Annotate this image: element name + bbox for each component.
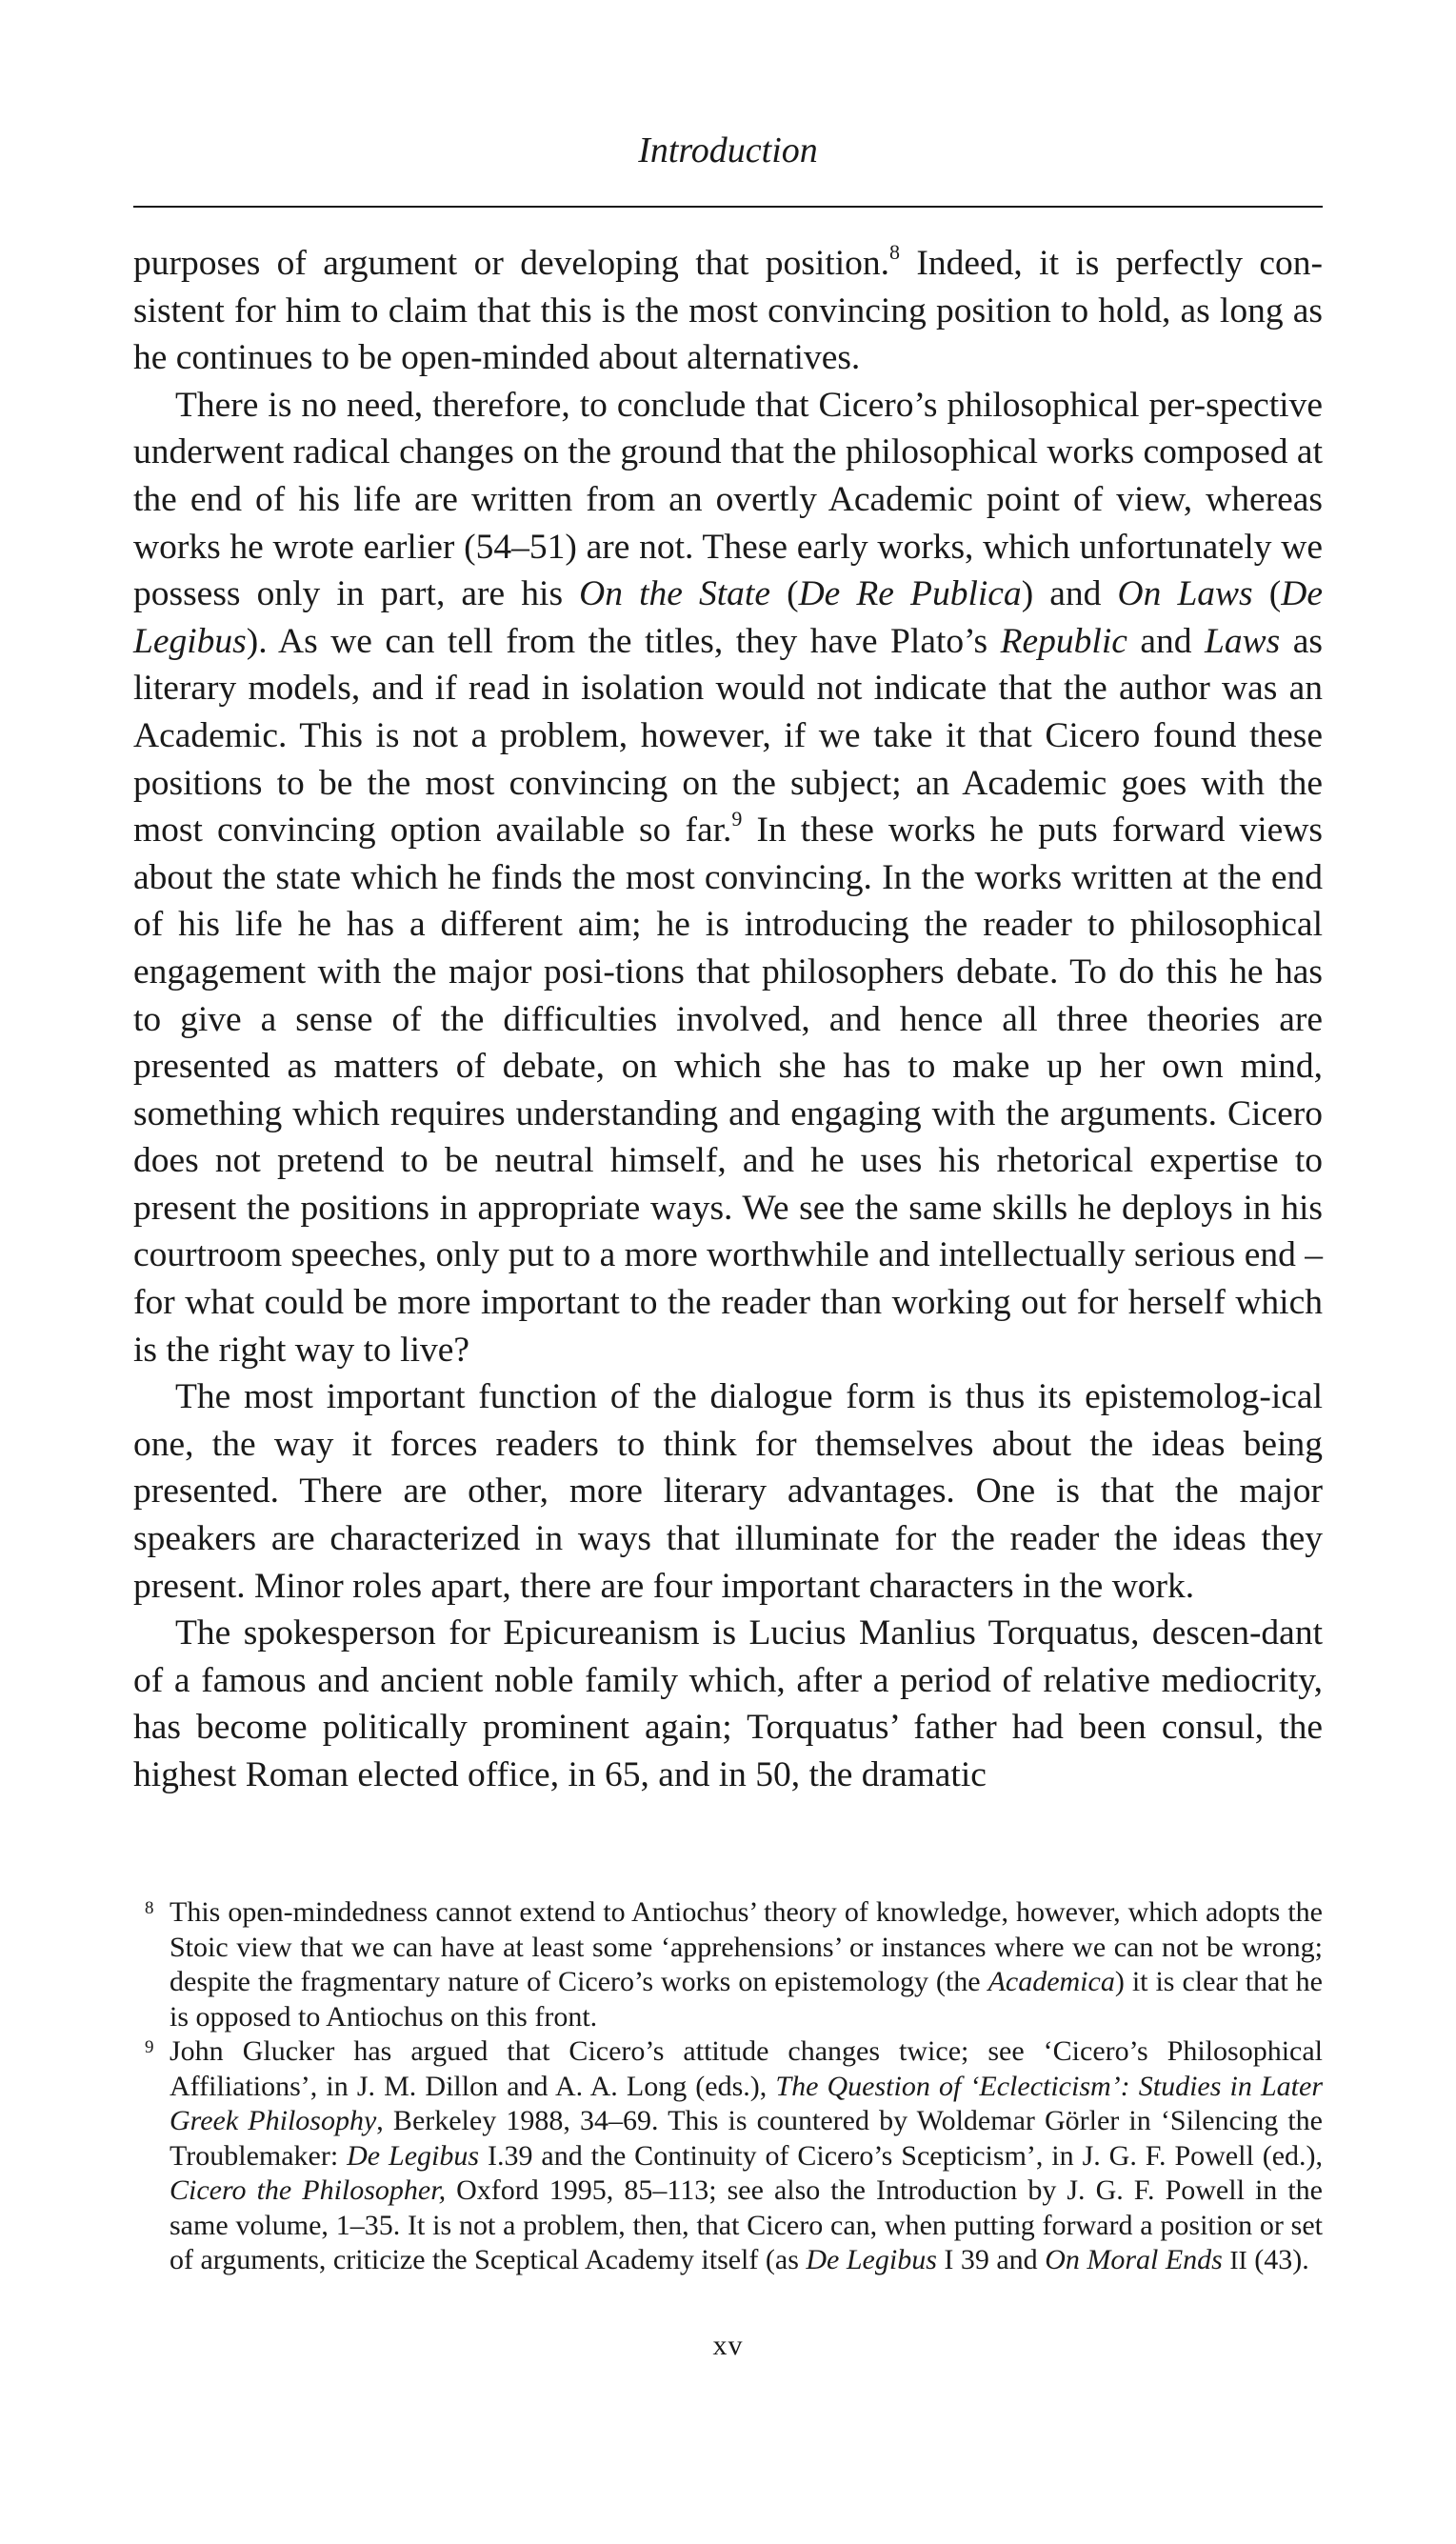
p1-text-a: purposes of argument or developing that position. [133,244,890,283]
fn9-text-g: (43). [1247,2244,1309,2275]
title-on-the-state: On the State [579,574,770,614]
footnote-number-8: 8 [145,1898,154,1918]
fn9-text-a: John Glucker has argued that Cicero’s attitude changes twice; see ‘Cicero’s Philosophical Affiliations’, in J. M. Dillon and A. A. Long (eds.), [170,2035,1323,2102]
running-head-title: Introduction [638,130,818,170]
paragraph-1 [133,240,1323,382]
p2-text-g: as literary models, and if read in isolation would not indicate that the author was an Academic. This is not a problem, however, if we take it that Cicero found these positions to be the most convincing on the subject; an Academic goes with the most convincing option available so far. [133,621,1323,851]
fn9-book-numeral: II [1229,2245,1247,2274]
p1-text-c: sistent for him to claim that this is the most convincing position to hold, as long as he continues to be open-minded about alternatives. [133,290,1323,378]
title-de-re-publica: De Re Publica [798,574,1022,614]
footnote-ref-8: 8 [889,240,901,264]
fn9-title-on-moral-ends: On Moral Ends [1045,2244,1223,2275]
fn9-title-question-of-eclecticism: The Question of ‘Eclecticism’: Studies in Later Greek Philosophy [170,2070,1323,2136]
fn8-title-academica: Academica [987,1966,1115,1997]
p2-text-c: ) and [1021,574,1118,614]
footnotes [133,1895,1323,2278]
footnote-ref-9: 9 [731,807,743,831]
fn9-title-cicero-the-philosopher: Cicero the Philosopher, [170,2174,447,2206]
footnote-number-9: 9 [145,2037,154,2057]
fn9-title-de-legibus-2: De Legibus [806,2244,937,2275]
title-de-legibus: De Legibus [133,574,1323,661]
p2-text-b: ( [769,574,799,614]
title-republic: Republic [1000,621,1127,661]
paragraph-4: The spokesperson for Epicureanism is Lucius Manlius Torquatus, descen-dant of a famous and ancient noble family which, after a period of relative mediocrity, has become politically prominent again; Torquatus’ father had been consul, the highest Roman elected office, in 65, and in 50, the dramatic [133,1613,1323,1794]
paragraph-2 [133,382,1323,1373]
header-rule [133,206,1323,208]
page-number: xv [712,2330,744,2361]
footnote-9 [133,2034,1323,2278]
fn9-text-d: Oxford 1995, 85–113; see also the Introduction by J. G. F. Powell in the same volume, 1–35. It is not a problem, then, that Cicero can, when putting forward a position or set of arguments, criticize the Sceptical Academy itself (as [170,2174,1323,2275]
p2-text-f: and [1127,621,1206,661]
p2-text-e: ). As we can tell from the titles, they have Plato’s [246,621,1001,661]
title-laws: Laws [1205,621,1281,661]
paragraph-3: The most important function of the dialogue form is thus its epistemolog-ical one, the way it forces readers to think for themselves about the ideas being presented. There are other, more literary advantages. One is that the major speakers are characterized in ways that illuminate for the reader the ideas they present. Minor roles apart, there are four important characters in the work. [133,1377,1323,1606]
fn9-text-e: I 39 and [936,2244,1046,2275]
p1-text-b: Indeed, it is perfectly con- [900,244,1323,283]
fn8-text-b: ) it is clear that he is opposed to Antiochus on this front. [170,1966,1323,2033]
fn9-title-de-legibus: De Legibus [347,2139,480,2172]
title-on-laws: On Laws [1117,574,1253,614]
p2-text-h: In these works he puts forward views about the state which he finds the most convincing. In the works written at the end of his life he has a different aim; he is introducing the reader to philosophical engagement with the major posi-tions that philosophers debate. To do this he has to give a sense of the difficulties involved, and hence all three theories are presented as matters of debate, on which she has to make up her own mind, something which requires understanding and engaging with the arguments. Cicero does not pretend to be neutral himself, and he uses his rhetorical expertise to present the positions in appropriate ways. We see the same skills he deploys in his courtroom speeches, only put to a more worthwhile and intellectually serious end – for what could be more important to the reader than working out for herself which is the right way to live? [133,811,1323,1370]
main-text [133,240,1323,1799]
footnote-8 [133,1895,1323,2034]
fn9-text-b: , Berkeley 1988, 34–69. This is countered by Woldemar Görler in ‘Silencing the Troublemaker: [170,2105,1323,2172]
p2-text-a: There is no need, therefore, to conclude that Cicero’s philosophical per-spective underwent radical changes on the ground that the philosophical works composed at the end of his life are written from an overtly Academic point of view, whereas works he wrote earlier (54–51) are not. These early works, which unfortunately we possess only in part, are his [133,385,1323,614]
fn8-text-a: This open-mindedness cannot extend to Antiochus’ theory of knowledge, however, which adopts the Stoic view that we can have at least some ‘apprehensions’ or instances where we can not be wrong; despite the fragmentary nature of Cicero’s works on epistemology (the [170,1896,1323,1997]
p2-text-d: ( [1252,574,1282,614]
fn9-text-c: I.39 and the Continuity of Cicero’s Scepticism’, in J. G. F. Powell (ed.), [479,2139,1323,2172]
